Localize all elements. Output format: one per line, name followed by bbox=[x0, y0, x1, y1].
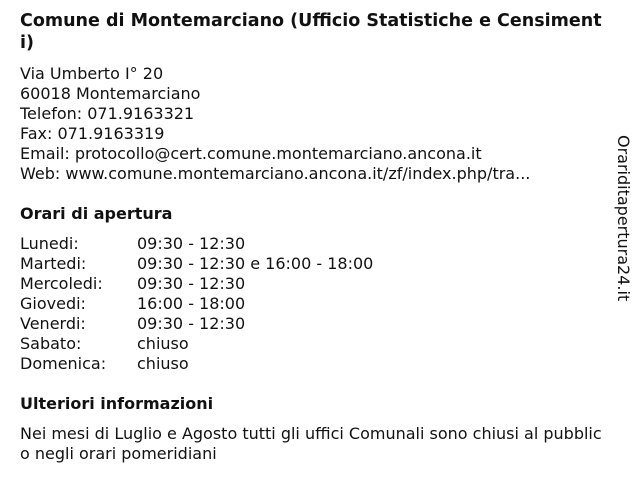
site-watermark bbox=[612, 135, 634, 335]
hours-row-saturday bbox=[20, 334, 602, 354]
day-label: Lunedi: bbox=[20, 234, 79, 253]
day-label: Giovedi: bbox=[20, 294, 86, 313]
hours-value: 09:30 - 12:30 bbox=[137, 234, 246, 253]
day-label: Domenica: bbox=[20, 354, 107, 373]
street-address: Via Umberto I° 20 bbox=[20, 64, 164, 83]
day-label: Sabato: bbox=[20, 334, 82, 353]
opening-hours-table bbox=[20, 234, 602, 374]
city-postcode: 60018 Montemarciano bbox=[20, 84, 201, 103]
hours-value: chiuso bbox=[137, 334, 189, 353]
hours-value: 09:30 - 12:30 bbox=[137, 314, 246, 333]
watermark-text: Orariditapertura24.it bbox=[614, 135, 633, 302]
hours-value: 16:00 - 18:00 bbox=[137, 294, 246, 313]
day-label: Venerdi: bbox=[20, 314, 86, 333]
opening-hours-heading: Orari di apertura bbox=[20, 204, 173, 223]
hours-row-wednesday bbox=[20, 274, 602, 294]
hours-value: chiuso bbox=[137, 354, 189, 373]
fax-number: Fax: 071.9163319 bbox=[20, 124, 165, 143]
address-block bbox=[20, 64, 602, 184]
hours-row-monday bbox=[20, 234, 602, 254]
day-label: Mercoledi: bbox=[20, 274, 103, 293]
more-info-heading: Ulteriori informazioni bbox=[20, 394, 214, 413]
day-label: Martedi: bbox=[20, 254, 87, 273]
hours-row-thursday bbox=[20, 294, 602, 314]
opening-hours-card bbox=[20, 10, 602, 464]
hours-value: 09:30 - 12:30 bbox=[137, 274, 246, 293]
phone-number: Telefon: 071.9163321 bbox=[20, 104, 195, 123]
email-address: Email: protocollo@cert.comune.montemarciano.ancona.it bbox=[20, 144, 482, 163]
hours-row-tuesday bbox=[20, 254, 602, 274]
hours-row-friday bbox=[20, 314, 602, 334]
hours-value: 09:30 - 12:30 e 16:00 - 18:00 bbox=[137, 254, 374, 273]
website-link: Web: www.comune.montemarciano.ancona.it/zf/index.php/tra... bbox=[20, 164, 531, 183]
hours-row-sunday bbox=[20, 354, 602, 374]
page-title: Comune di Montemarciano (Ufficio Statistiche e Censimenti) bbox=[20, 11, 602, 53]
more-info-text: Nei mesi di Luglio e Agosto tutti gli uffici Comunali sono chiusi al pubblico negli orari pomeridiani bbox=[20, 424, 602, 463]
